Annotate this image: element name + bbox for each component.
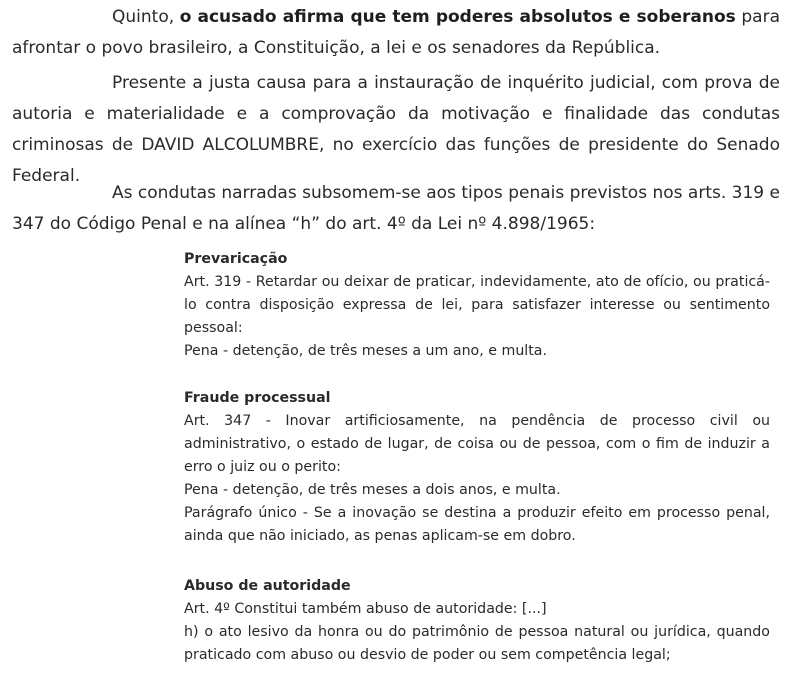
quote-article-347: Art. 347 - Inovar artificiosamente, na pendência de processo civil ou administrativo, o estado de lugar, de coisa ou de pessoa, com o fim de induzir a erro o juiz ou o perito: xyxy=(184,413,770,475)
quote-fraude-processual xyxy=(184,387,770,548)
quote-article-4: Art. 4º Constitui também abuso de autoridade: [...] xyxy=(184,601,547,617)
quote-article-319: Art. 319 - Retardar ou deixar de praticar, indevidamente, ato de ofício, ou praticá-lo contra disposição expressa de lei, para satisfazer interesse ou sentimento pessoal: xyxy=(184,274,770,336)
quote-prevaricacao xyxy=(184,248,770,363)
quote-penalty-347: Pena - detenção, de três meses a dois anos, e multa. xyxy=(184,482,561,498)
paragraph-quinto-emphasis: o acusado afirma que tem poderes absolutos e soberanos xyxy=(179,7,736,27)
quote-penalty-319: Pena - detenção, de três meses a um ano, e multa. xyxy=(184,343,548,359)
quote-paragraph-unico: Parágrafo único - Se a inovação se destina a produzir efeito em processo penal, ainda que não iniciado, as penas aplicam-se em dobro. xyxy=(184,505,770,544)
quote-title-fraude-processual: Fraude processual xyxy=(184,390,331,406)
quote-title-abuso-autoridade: Abuso de autoridade xyxy=(184,578,351,594)
paragraph-quinto xyxy=(12,2,780,64)
quote-item-h: h) o ato lesivo da honra ou do patrimônio de pessoa natural ou jurídica, quando praticado com abuso ou desvio de poder ou sem competência legal; xyxy=(184,624,770,663)
quote-title-prevaricacao: Prevaricação xyxy=(184,251,288,267)
paragraph-quinto-lead: Quinto, xyxy=(112,7,180,27)
paragraph-quinto-tail: para afrontar o povo brasileiro, a Constituição, a lei e os senadores da República. xyxy=(12,7,780,58)
paragraph-condutas: As condutas narradas subsomem-se aos tipos penais previstos nos arts. 319 e 347 do Código Penal e na alínea “h” do art. 4º da Lei nº 4.898/1965: xyxy=(12,183,780,234)
quote-abuso-autoridade xyxy=(184,575,770,667)
paragraph-justa-causa: Presente a justa causa para a instauração de inquérito judicial, com prova de autoria e materialidade e a comprovação da motivação e finalidade das condutas criminosas de DAVID ALCOLUMBRE, no exercício das funções de presidente do Senado Federal. xyxy=(12,73,780,186)
